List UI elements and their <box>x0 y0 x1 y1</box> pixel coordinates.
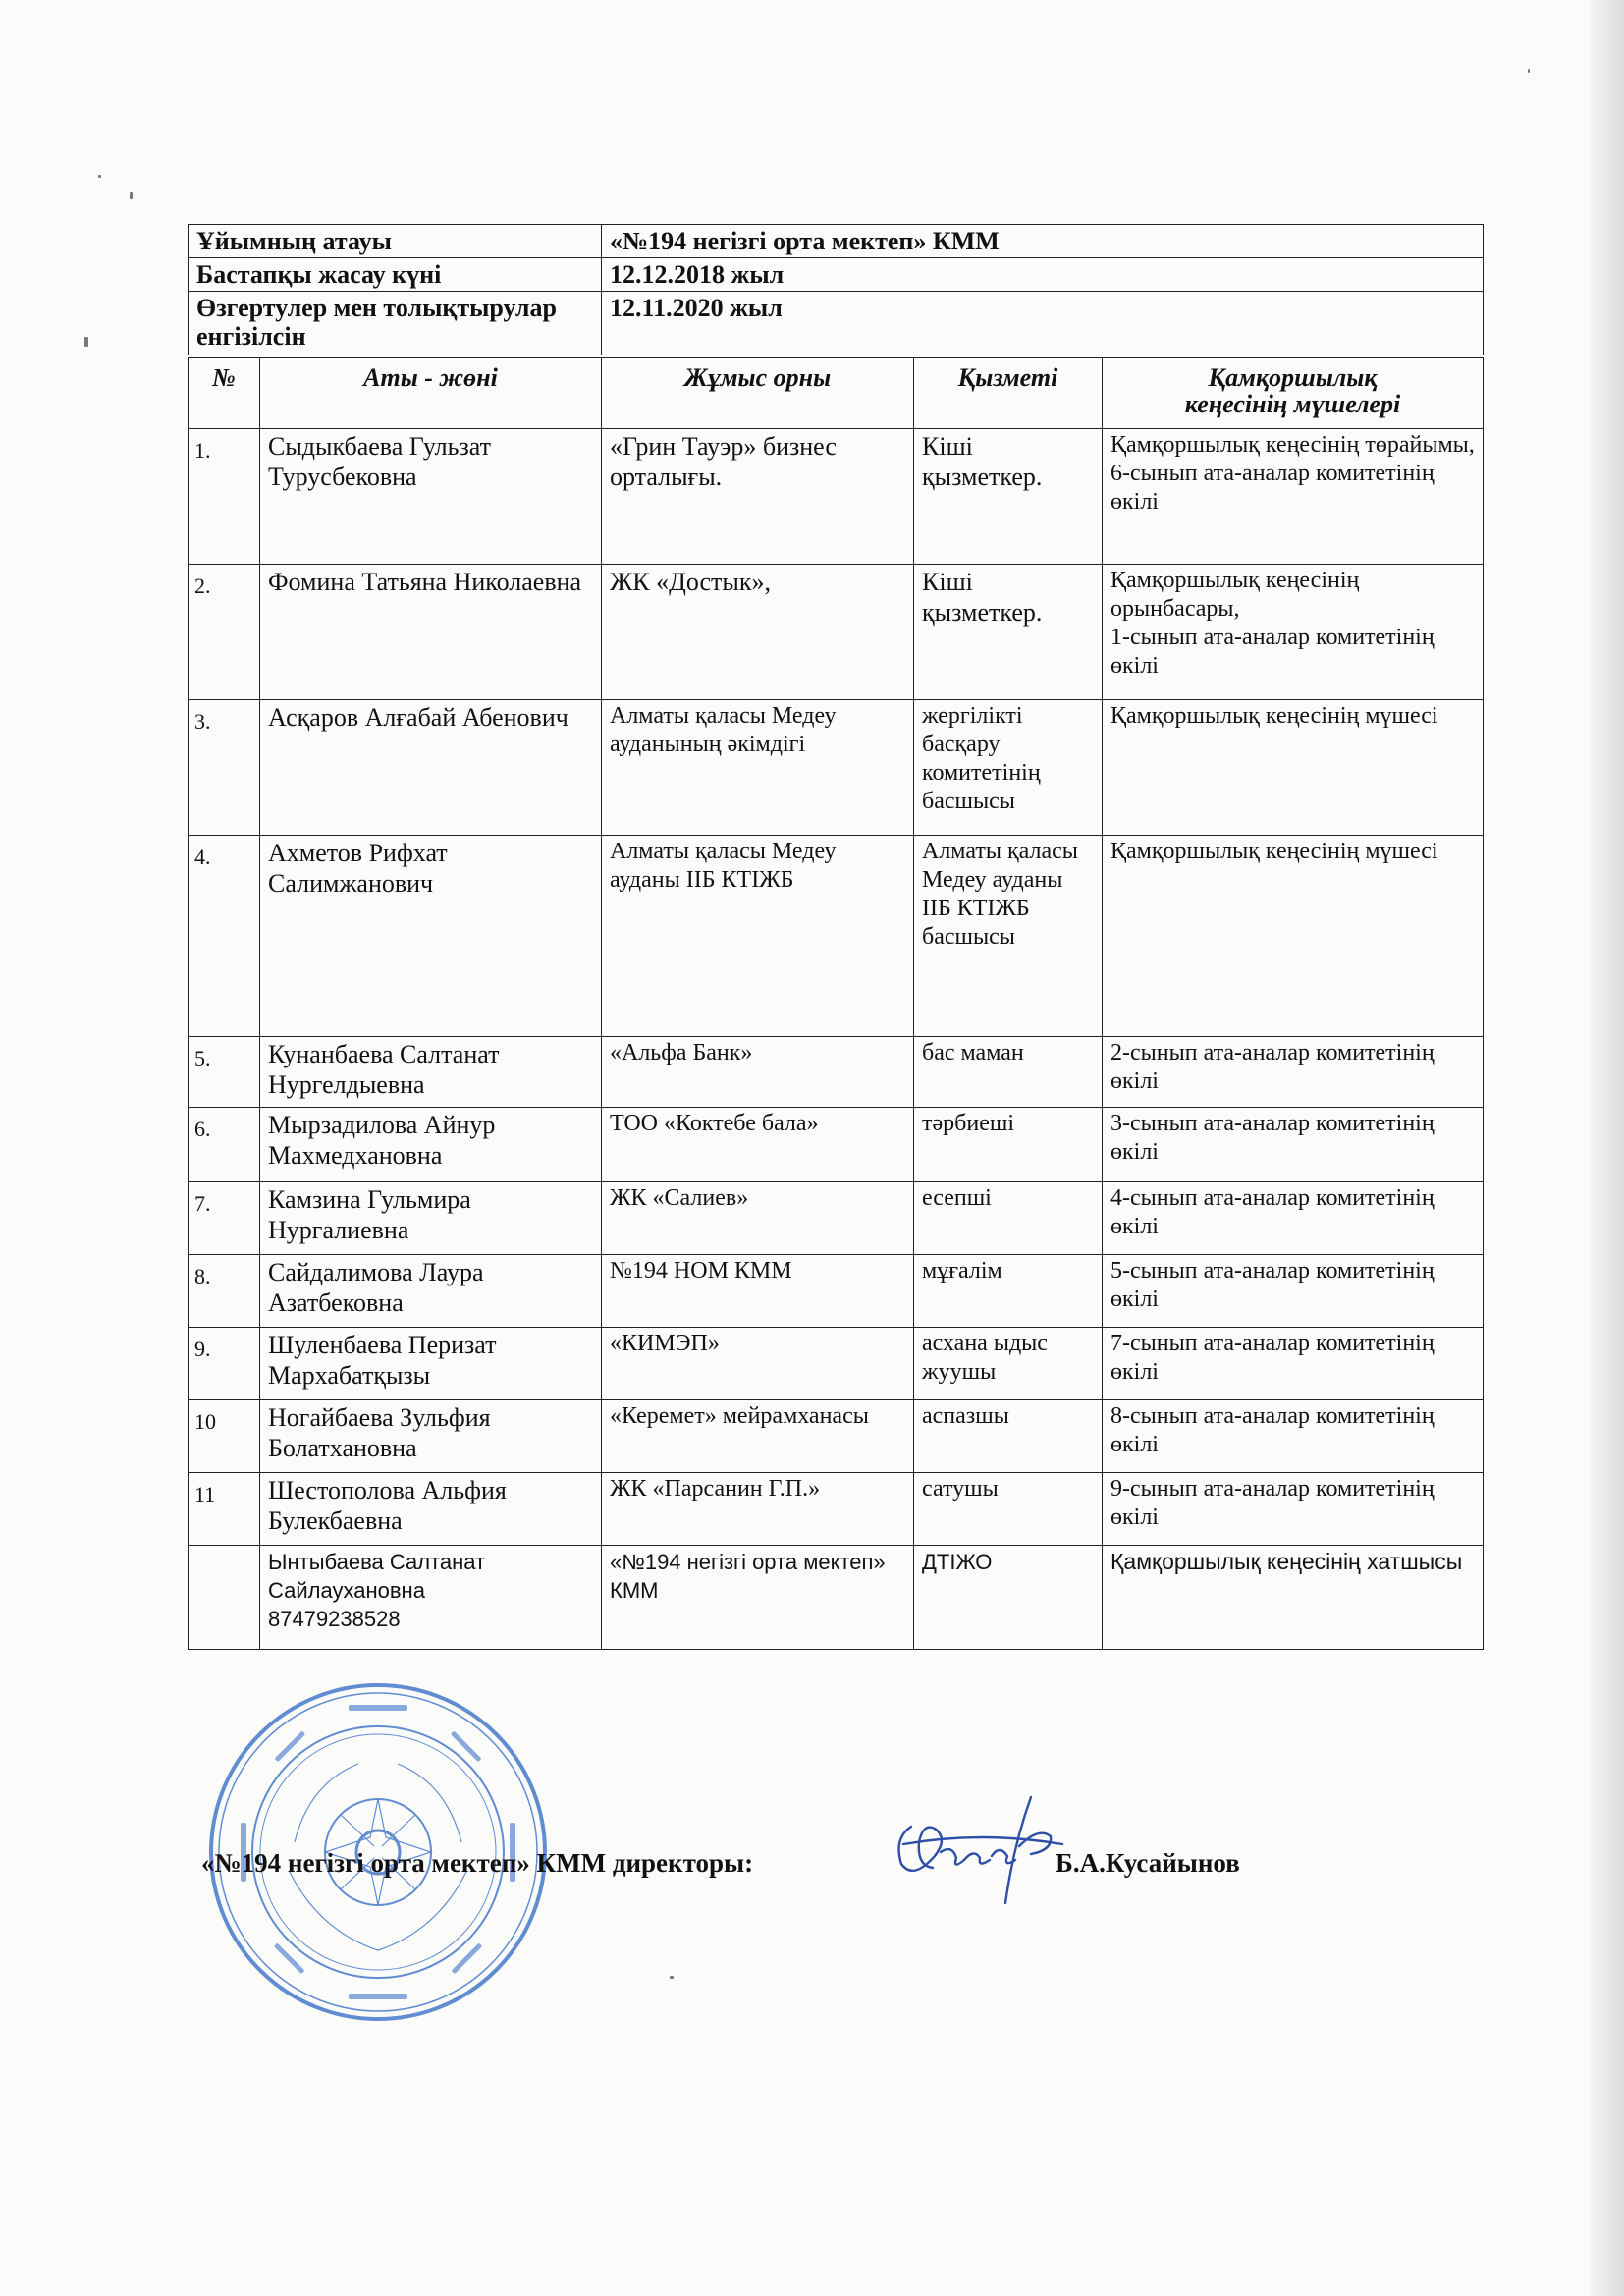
handwritten-signature <box>884 1787 1080 1915</box>
table-row <box>189 1182 1484 1255</box>
col-role-header: Қамқоршылық кеңесінің мүшелері <box>1103 358 1484 429</box>
created-value: 12.12.2018 жыл <box>602 258 1484 292</box>
row-work: «Керемет» мейрамханасы <box>602 1400 914 1473</box>
row-role: Қамқоршылық кеңесінің орынбасары, 1-сынып ата-аналар комитетінің өкілі <box>1103 565 1484 700</box>
row-work: ЖК «Салиев» <box>602 1182 914 1255</box>
org-value: «№194 негізгі орта мектеп» КММ <box>602 225 1484 258</box>
row-position: ДТІЖО <box>914 1546 1103 1650</box>
row-name: Шуленбаева Перизат Мархабатқызы <box>260 1328 602 1400</box>
row-name: Фомина Татьяна Николаевна <box>260 565 602 700</box>
col-position-header: Қызметі <box>914 358 1103 429</box>
row-work: «КИМЭП» <box>602 1328 914 1400</box>
table-row <box>189 1400 1484 1473</box>
row-position: сатушы <box>914 1473 1103 1546</box>
table-row <box>189 1037 1484 1108</box>
row-position: бас маман <box>914 1037 1103 1108</box>
board-members-table <box>188 357 1484 1650</box>
row-work: «Альфа Банк» <box>602 1037 914 1108</box>
row-position: аспазшы <box>914 1400 1103 1473</box>
table-row <box>189 836 1484 1037</box>
row-num: 5. <box>189 1037 260 1108</box>
row-name: Ногайбаева Зульфия Болатхановна <box>260 1400 602 1473</box>
table-row <box>189 700 1484 836</box>
page-edge <box>1591 0 1624 2296</box>
row-position: мұғалім <box>914 1255 1103 1328</box>
row-work: ЖК «Парсанин Г.П.» <box>602 1473 914 1546</box>
row-role: 9-сынып ата-аналар комитетінің өкілі <box>1103 1473 1484 1546</box>
changes-label: Өзгертулер мен толықтырулар енгізілсін <box>189 292 602 355</box>
row-role: 3-сынып ата-аналар комитетінің өкілі <box>1103 1108 1484 1182</box>
row-name: Мырзадилова Айнур Махмедхановна <box>260 1108 602 1182</box>
row-work: «Грин Тауэр» бизнес орталығы. <box>602 429 914 565</box>
org-row <box>189 225 1484 258</box>
row-work: «№194 негізгі орта мектеп» КММ <box>602 1546 914 1650</box>
changes-row <box>189 292 1484 355</box>
director-name: Б.А.Кусайынов <box>1056 1848 1240 1878</box>
row-num: 4. <box>189 836 260 1037</box>
row-num: 6. <box>189 1108 260 1182</box>
row-name: Ахметов Рифхат Салимжанович <box>260 836 602 1037</box>
row-num: 9. <box>189 1328 260 1400</box>
row-work: Алматы қаласы Медеу ауданының әкімдігі <box>602 700 914 836</box>
director-title: «№194 негізгі орта мектеп» КММ директоры: <box>201 1848 754 1878</box>
table-row <box>189 1473 1484 1546</box>
row-role: 8-сынып ата-аналар комитетінің өкілі <box>1103 1400 1484 1473</box>
row-num: 10 <box>189 1400 260 1473</box>
row-name: Сыдыкбаева Гульзат Турусбековна <box>260 429 602 565</box>
row-position: жергілікті басқару комитетінің басшысы <box>914 700 1103 836</box>
row-position: Кіші қызметкер. <box>914 429 1103 565</box>
row-num: 11 <box>189 1473 260 1546</box>
row-num: 1. <box>189 429 260 565</box>
table-row <box>189 1328 1484 1400</box>
row-role: 7-сынып ата-аналар комитетінің өкілі <box>1103 1328 1484 1400</box>
row-name: Ынтыбаева Салтанат Сайлаухановна 87479238528 <box>260 1546 602 1650</box>
row-position: Алматы қаласы Медеу ауданы ІІБ КТІЖБ басшысы <box>914 836 1103 1037</box>
members-header-row <box>189 358 1484 429</box>
row-position: тәрбиеші <box>914 1108 1103 1182</box>
row-work: Алматы қаласы Медеу ауданы ІІБ КТІЖБ <box>602 836 914 1037</box>
col-work-header: Жұмыс орны <box>602 358 914 429</box>
organization-info-table <box>188 224 1484 355</box>
table-row <box>189 1108 1484 1182</box>
row-name: Камзина Гульмира Нургалиевна <box>260 1182 602 1255</box>
row-role: 2-сынып ата-аналар комитетінің өкілі <box>1103 1037 1484 1108</box>
row-role: Қамқоршылық кеңесінің хатшысы <box>1103 1546 1484 1650</box>
row-name: Кунанбаева Салтанат Нургелдыевна <box>260 1037 602 1108</box>
row-num: 7. <box>189 1182 260 1255</box>
row-work: №194 НОМ КММ <box>602 1255 914 1328</box>
row-num: 8. <box>189 1255 260 1328</box>
row-work: ТОО «Коктебе бала» <box>602 1108 914 1182</box>
created-label: Бастапқы жасау күні <box>189 258 602 292</box>
row-name: Сайдалимова Лаура Азатбековна <box>260 1255 602 1328</box>
table-row <box>189 1546 1484 1650</box>
row-role: 5-сынып ата-аналар комитетінің өкілі <box>1103 1255 1484 1328</box>
row-name: Шестополова Альфия Булекбаевна <box>260 1473 602 1546</box>
row-role: 4-сынып ата-аналар комитетінің өкілі <box>1103 1182 1484 1255</box>
row-position: Кіші қызметкер. <box>914 565 1103 700</box>
col-name-header: Аты - жөні <box>260 358 602 429</box>
row-work: ЖК «Достык», <box>602 565 914 700</box>
row-role: Қамқоршылық кеңесінің мүшесі <box>1103 700 1484 836</box>
col-num-header: № <box>189 358 260 429</box>
row-num: 3. <box>189 700 260 836</box>
row-position: есепші <box>914 1182 1103 1255</box>
row-role: Қамқоршылық кеңесінің мүшесі <box>1103 836 1484 1037</box>
table-row <box>189 1255 1484 1328</box>
row-num: 2. <box>189 565 260 700</box>
created-row <box>189 258 1484 292</box>
row-name: Асқаров Алғабай Абенович <box>260 700 602 836</box>
table-row <box>189 429 1484 565</box>
org-label: Ұйымның атауы <box>189 225 602 258</box>
changes-value: 12.11.2020 жыл <box>602 292 1484 355</box>
row-num <box>189 1546 260 1650</box>
table-row <box>189 565 1484 700</box>
row-position: асхана ыдыс жуушы <box>914 1328 1103 1400</box>
row-role: Қамқоршылық кеңесінің төрайымы, 6-сынып ата-аналар комитетінің өкілі <box>1103 429 1484 565</box>
